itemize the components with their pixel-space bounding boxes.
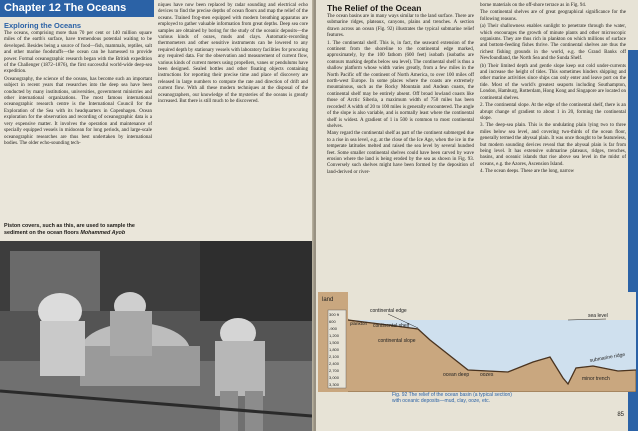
- photo-caption-text: Piston covers, such as this, are used to sample the sediment on the ocean floors: [4, 223, 135, 236]
- depth-tick: -900: [329, 326, 338, 331]
- left-column-2: [158, 3, 308, 107]
- paragraph: (b) Their limited depth and gentle slope keep out cold under-currents and increase the height of tides. This sometimes hinders shipping and other marine activities since ships can only enter and leave port on the tide. Most of the world's greatest seaports including Southampton, London, Hamburg, Rotterdam, Hong Kong and Singapore are located on continental shelves.: [480, 63, 626, 101]
- depth-tick: 600: [329, 319, 336, 324]
- left-column-1: [4, 21, 152, 148]
- paragraph: 1. The continental shelf. This is, in fact, the seaward extension of the continent from the shoreline to the continental edge marked, approximately, by the 100 fathom (600 feet) isobath (isobaths are contours marking depths below sea level). The continental shelf is thus a shallow platform whose width varies greatly, from a few miles in the North Pacific off the continent of North America, to over 100 miles off north-west Europe. In some places where the coasts are extremely mountainous, such as the Rocky Mountain and Andean coasts, the continental shelf may be entirely absent. Off broad lowland coasts like those of Arctic Siberia, a maximum width of 750 miles has been recorded! A width of 20 to 100 miles is generally encountered. The angle of the slope is also variable, and is normally least where the continental shelf is widest. A gradient of 1 in 500 is common to most continental shelves.: [327, 40, 474, 129]
- page-number: 85: [617, 412, 624, 418]
- land-label: land: [322, 297, 334, 303]
- depth-tick: 1,500: [329, 340, 340, 345]
- label-plankton: plankton: [350, 321, 368, 326]
- paragraph: niques have now been replaced by radar sounding and electrical echo devices to find the precise depths of ocean floors and map the relief of the oceans. Trained frog-men equipped with modern breathing apparatus are employed to gather valuable information from great depths. Deep sea core samples are obtained by boring for the study of the oceanic deposits—the various kinds of oozes, muds and clays. Automatic-recording thermometers and other sensitive instruments can be lowered to any required depth by stationary vessels with laboratory facilities for procuring any required data. For the observation and measurement of current flow, various kinds of current meters using propellers, vanes or pendulums have been designed. Sealed bottles and other floating objects containing instructions for reporting their precise time and place of discovery are released in large numbers to compute the rate and direction of drift and current flow. With all these modern techniques at the disposal of the oceanographers, our knowledge of the mysteries of the oceans is greatly increased. But there is still much to be discovered.: [158, 3, 308, 105]
- paragraph: Many regard the continental shelf as part of the continent submerged due to a rise in sea level, e.g. at the close of the Ice Age, when the ice in the temperate latitudes melted and raised the sea level by several hundred feet. Some smaller continental shelves could have been carved by wave erosion where the land is being eroded by the sea as shown in Fig. 93. Conversely such shelves might have been formed by the deposition of land-derived or river-: [327, 131, 474, 175]
- paragraph: 3. The deep-sea plain. This is the undulating plain lying two to three miles below sea level, and covering two-thirds of the ocean floor, generally termed the abyssal plain. It was once thought to be featureless, but modern sounding devices reveal that the abyssal plain is far from being level. It has extensive submarine plateaux, ridges, trenches, basins, and oceanic islands that rise above sea level in the midst of oceans, e.g. the Azores, Ascension Island.: [480, 123, 626, 167]
- label-continental-shelf: continental shelf: [373, 323, 410, 329]
- label-ocean-deep: ocean deep: [443, 372, 470, 378]
- left-page: [0, 0, 314, 431]
- label-submarine-ridge: submarine ridge: [589, 351, 626, 364]
- depth-tick: 3,000: [329, 375, 340, 380]
- depth-tick: 2,400: [329, 361, 340, 366]
- paragraph: 4. The ocean deeps. These are the long, narrow: [480, 169, 575, 175]
- ocean-relief-diagram: [318, 292, 636, 392]
- depth-tick: 1,200: [329, 333, 340, 338]
- label-minor-trench: minor trench: [582, 376, 610, 382]
- paragraph: Oceanography, the science of the oceans, has become such an important subject in recent years that researches into the deep sea have been conducted by many institutions, universities, government ministries and other international organizations. The most famous international oceanographic research centre is the International Council for the Exploration of the Sea with its headquarters in Copenhagen. Ocean exploration for the observation and recording of oceanographic data is a very expensive matter. It involves the operation and maintenance of specially equipped vessels in midocean for long periods, and large-scale oceanographic researches are thus best undertaken by international bodies. The older echo-sounding tech-: [4, 76, 152, 146]
- paragraph: 2. The continental slope. At the edge of the continental shelf, there is an abrupt change of gradient to about 1 in 20, forming the continental slope.: [480, 103, 626, 121]
- label-oozes: oozes: [480, 372, 494, 378]
- depth-tick: 2,700: [329, 368, 340, 373]
- depth-tick: 300 ft: [329, 312, 340, 317]
- figure-caption: Fig. 92 The relief of the ocean basin (a typical section) with oceanic deposits—mud, clay, ooze, etc.: [392, 392, 512, 404]
- label-continental-edge: continental edge: [370, 308, 407, 314]
- depth-tick: 2,100: [329, 354, 340, 359]
- paragraph: borne materials on the off-shore terrace as in Fig. 94.: [480, 3, 587, 8]
- photo-credit: Mohammed Ayob: [80, 229, 126, 236]
- photo-caption: [4, 223, 154, 236]
- label-continental-slope: continental slope: [378, 338, 416, 344]
- label-sea-level: sea level: [588, 313, 608, 319]
- section-heading: The Relief of the Ocean: [327, 3, 422, 13]
- depth-tick: 1,800: [329, 347, 340, 352]
- chapter-title: Chapter 12 The Oceans: [0, 0, 154, 17]
- section-heading: Exploring the Oceans: [4, 21, 82, 30]
- right-column-2: [480, 3, 626, 177]
- paragraph: The oceans, comprising more than 70 per cent or 140 million square miles of the earth's surface, have tremendous potential waiting to be developed. Besides being a source of food—fish, mammals, reptiles, salt and other marine foodstuffs—the ocean can be harnessed to provide power. Formal oceanographic research began with the British expedition of the Challenger (1872–1876), the first successful world-wide deep-sea expedition.: [4, 31, 152, 75]
- depth-tick: 3,300: [329, 382, 340, 387]
- photo-piston-corer: [0, 241, 312, 431]
- paragraph: The continental shelves are of great geographical significance for the following reasons.: [480, 10, 626, 22]
- right-column-1: [327, 3, 474, 177]
- paragraph: The ocean basins are in many ways similar to the land surface. There are submarine ridges, plateaux, canyons, plains and trenches. A section drawn across an ocean (Fig. 92) illustrates the typical submarine relief features.: [327, 14, 474, 39]
- paragraph: (a) Their shallowness enables sunlight to penetrate through the water, which encourages the growth of minute plants and other microscopic organisms. They are thus rich in plankton on which millions of surface and bottom-feeding fishes thrive. The continental shelves are thus the richest fishing grounds in the world, e.g. the Grand Banks off Newfoundland, the North Sea and the Sunda Shelf.: [480, 24, 626, 62]
